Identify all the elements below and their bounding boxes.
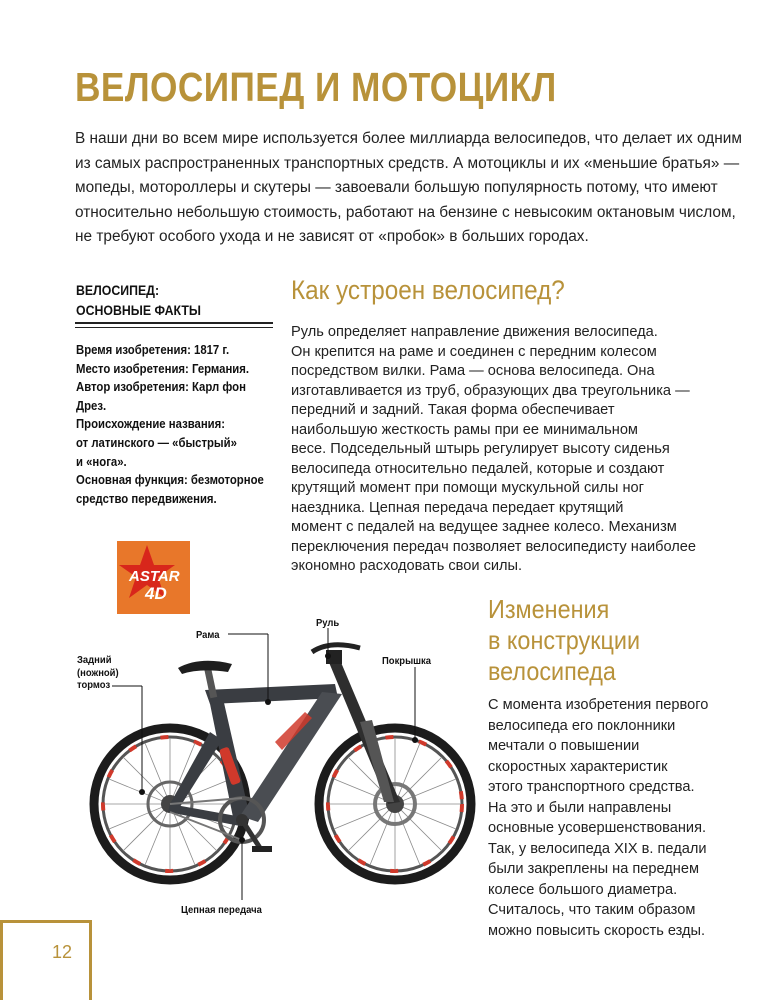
- heading-line: в конструкции: [488, 625, 641, 655]
- body-line: мечтали о повышении: [488, 738, 640, 754]
- intro-line: В наши дни во всем мире используется более миллиарда велосипедов, что делает их одним: [75, 130, 742, 147]
- body-line: С момента изобретения первого: [488, 697, 709, 713]
- body-line: посредством вилки. Рама — основа велосипеда. Она: [291, 363, 655, 379]
- body-line: изготавливается из труб, образующих два треугольника —: [291, 382, 690, 399]
- facts-heading-line: ОСНОВНЫЕ ФАКТЫ: [76, 302, 201, 318]
- badge-text-line1: ASTAR: [129, 568, 180, 585]
- fact-line: Автор изобретения: Карл фон: [76, 379, 246, 395]
- label-leaders: [112, 628, 415, 900]
- body-line: велосипеда относительно педалей, которые и создают: [291, 460, 665, 477]
- page-corner-left: [0, 920, 3, 1000]
- intro-line: относительно небольшую стоимость, работают на бензине с невысоким октановым числом,: [75, 203, 736, 221]
- fact-line: и «нога».: [76, 453, 127, 469]
- astar-4d-badge[interactable]: [117, 541, 190, 614]
- intro-line: не требуют особого ухода и не зависят от «пробок» в больших городах.: [75, 228, 589, 245]
- fact-line: Дрез.: [76, 397, 107, 413]
- body-line: переключения передач позволяет велосипедисту наиболее: [291, 538, 697, 555]
- heading-line: велосипеда: [488, 656, 616, 686]
- section-heading-bicycle-structure: Как устроен велосипед?: [291, 275, 565, 305]
- body-line: крутящий момент при помощи мускульной силы ног: [291, 480, 644, 496]
- body-line: На это и были направлены: [488, 799, 672, 816]
- fact-line: от латинского — «быстрый»: [76, 434, 237, 450]
- body-line: велосипеда его поклонники: [488, 717, 676, 734]
- intro-line: из самых распространенных транспортных средств. А мотоциклы и их «меньшие братья» —: [75, 154, 740, 172]
- section-body-design-changes: [488, 695, 718, 941]
- label-handlebar: Руль: [316, 617, 340, 629]
- facts-list: [76, 341, 264, 508]
- body-line: скоростных характеристик: [488, 758, 668, 775]
- body-line: передний и задний. Такая форма обеспечивает: [291, 402, 615, 418]
- star-logo-icon: [117, 541, 190, 614]
- label-rear-brake: [77, 654, 119, 692]
- intro-paragraph: [75, 127, 742, 250]
- facts-heading: [76, 280, 252, 320]
- front-wheel: [319, 728, 471, 880]
- body-line: этого транспортного средства.: [488, 779, 695, 795]
- body-line: момент с педалей на ведущее заднее колесо. Механизм: [291, 519, 677, 535]
- fact-line: средство передвижения.: [76, 490, 217, 506]
- label-chain-drive: Цепная передача: [181, 904, 262, 916]
- body-line: Считалось, что таким образом: [488, 902, 696, 918]
- facts-divider-thin: [75, 327, 273, 328]
- section-body-bicycle-structure: [291, 323, 711, 577]
- body-line: колесе большого диаметра.: [488, 881, 678, 898]
- intro-line: мопеды, мотороллеры и скутеры — завоевали большую популярность потому, что имеют: [75, 179, 718, 196]
- facts-heading-line: ВЕЛОСИПЕД:: [76, 282, 160, 298]
- page-corner-top: [0, 920, 92, 923]
- body-line: Он крепится на раме и соединен с передним колесом: [291, 343, 657, 360]
- label-tire: Покрышка: [382, 655, 432, 667]
- body-line: наездника. Цепная передача передает крутящий: [291, 499, 624, 516]
- label-rear-brake-line: Задний: [77, 654, 112, 666]
- body-line: наибольшую жесткость рамы при ее минимальном: [291, 421, 638, 438]
- body-line: можно повысить скорость езды.: [488, 922, 706, 939]
- label-rear-brake-line: (ножной): [77, 666, 119, 679]
- body-line: весе. Подседельный штырь регулирует высоту сиденья: [291, 441, 670, 457]
- fact-line: Время изобретения: 1817 г.: [76, 342, 230, 357]
- page-corner-right: [89, 920, 92, 1000]
- badge-text-line2: 4D: [145, 584, 167, 603]
- facts-divider: [75, 322, 273, 324]
- label-rear-brake-line: тормоз: [77, 679, 111, 691]
- fact-line: Происхождение названия:: [76, 416, 226, 432]
- fact-line: Основная функция: безмоторное: [76, 472, 264, 488]
- body-line: Так, у велосипеда XIX в. педали: [488, 840, 707, 857]
- fact-line: Место изобретения: Германия.: [76, 360, 250, 376]
- body-line: Руль определяет направление движения велосипеда.: [291, 324, 658, 340]
- page-title: ВЕЛОСИПЕД И МОТОЦИКЛ: [75, 64, 557, 110]
- section-heading-design-changes: [488, 594, 640, 687]
- label-frame: Рама: [196, 629, 220, 641]
- body-line: основные усовершенствования.: [488, 820, 707, 836]
- heading-line: Изменения: [488, 594, 610, 624]
- body-line: экономно расходовать свои силы.: [291, 558, 523, 574]
- body-line: были закреплены на переднем: [488, 861, 700, 877]
- page-number: 12: [52, 942, 73, 962]
